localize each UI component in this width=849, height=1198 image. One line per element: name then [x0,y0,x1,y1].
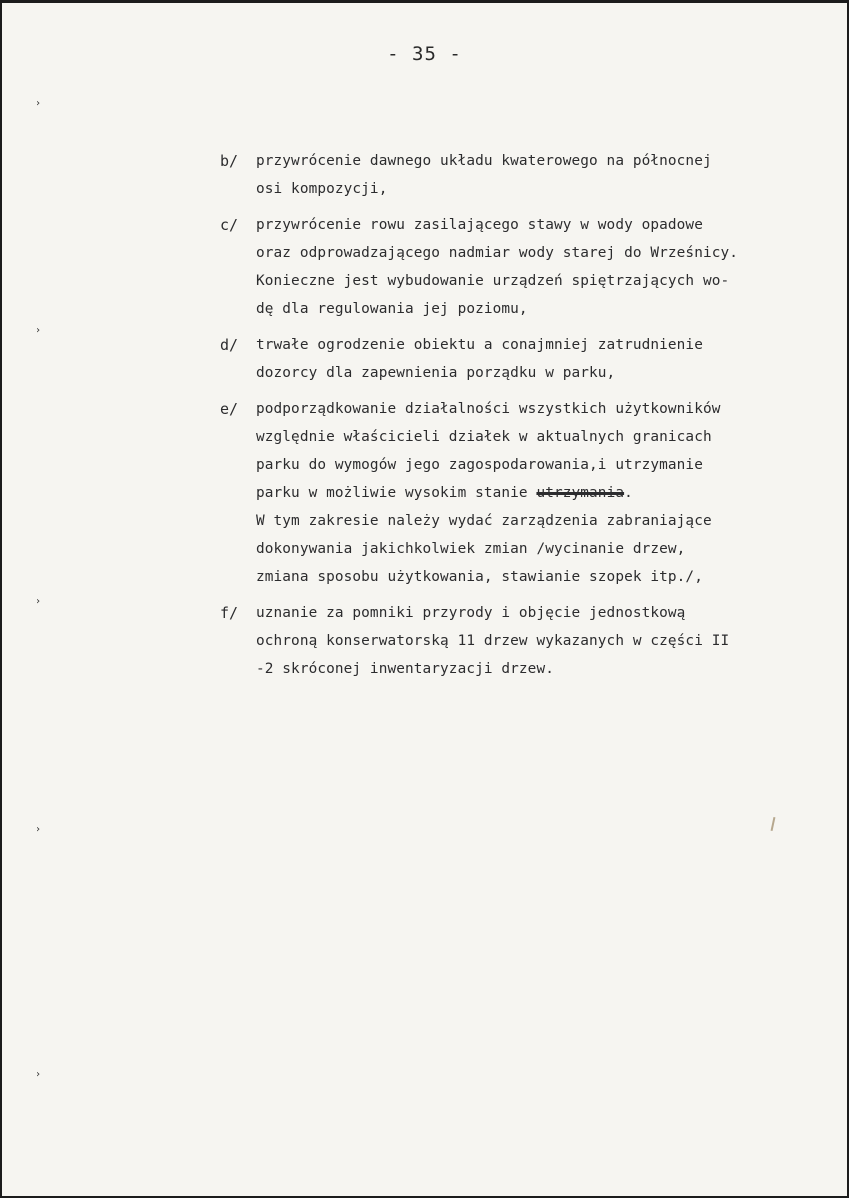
text-line [256,395,820,423]
stray-pen-mark [771,817,776,831]
list-item [220,395,820,591]
margin-mark: › [35,596,42,607]
text-line [256,599,820,627]
list-item [220,331,820,387]
item-marker: e/ [220,400,239,418]
list-item [220,147,820,203]
text-line [256,627,820,655]
text-segment: W tym zakresie należy wydać zarządzenia zabraniające [256,513,712,529]
text-line [256,239,820,267]
text-segment: podporządkowanie działalności wszystkich użytkowników [256,401,721,417]
text-segment: dozorcy dla zapewnienia porządku w parku, [256,365,616,381]
text-segment: oraz odprowadzającego nadmiar wody starej do Wrześnicy. [256,245,739,261]
margin-mark: › [35,1069,42,1080]
page-number: - 35 - [387,43,462,65]
margin-mark: › [35,325,42,336]
text-line [256,295,820,323]
list-item [220,211,820,323]
text-line [256,175,820,203]
text-segment: . [624,485,633,501]
item-text [256,331,820,387]
text-segment: trwałe ogrodzenie obiektu a conajmniej zatrudnienie [256,337,703,353]
item-marker: d/ [220,336,239,354]
text-segment: zmiana sposobu użytkowania, stawianie szopek itp./, [256,569,703,585]
text-segment: przywrócenie rowu zasilającego stawy w wody opadowe [256,217,703,233]
text-line [256,535,820,563]
item-text [256,211,820,323]
struck-text: utrzymania [536,485,625,501]
item-marker: f/ [220,604,239,622]
item-text [256,147,820,203]
item-marker: b/ [220,152,239,170]
text-segment: dę dla regulowania jej poziomu, [256,301,528,317]
text-line [256,563,820,591]
text-segment: parku do wymogów jego zagospodarowania,i utrzymanie [256,457,703,473]
text-line [256,423,820,451]
text-line [256,451,820,479]
text-line [256,359,820,387]
margin-mark: › [35,824,42,835]
text-segment: Konieczne jest wybudowanie urządzeń spiętrzających wo- [256,273,730,289]
list-item [220,599,820,683]
text-segment: -2 skróconej inwentaryzacji drzew. [256,661,554,677]
text-line [256,331,820,359]
text-segment: uznanie za pomniki przyrody i objęcie jednostkową [256,605,686,621]
item-marker: c/ [220,216,239,234]
text-line [256,655,820,683]
text-line [256,507,820,535]
text-segment: parku w możliwie wysokim stanie [256,485,537,501]
margin-mark: › [35,98,42,109]
text-line [256,267,820,295]
recommendation-list [220,147,820,691]
item-text [256,599,820,683]
text-segment: przywrócenie dawnego układu kwaterowego na północnej [256,153,712,169]
text-segment: względnie właścicieli działek w aktualnych granicach [256,429,712,445]
text-line [256,211,820,239]
text-line [256,479,820,507]
text-segment: osi kompozycji, [256,181,388,197]
text-line [256,147,820,175]
item-text [256,395,820,591]
text-segment: dokonywania jakichkolwiek zmian /wycinanie drzew, [256,541,686,557]
text-segment: ochroną konserwatorską 11 drzew wykazanych w części II [256,633,730,649]
